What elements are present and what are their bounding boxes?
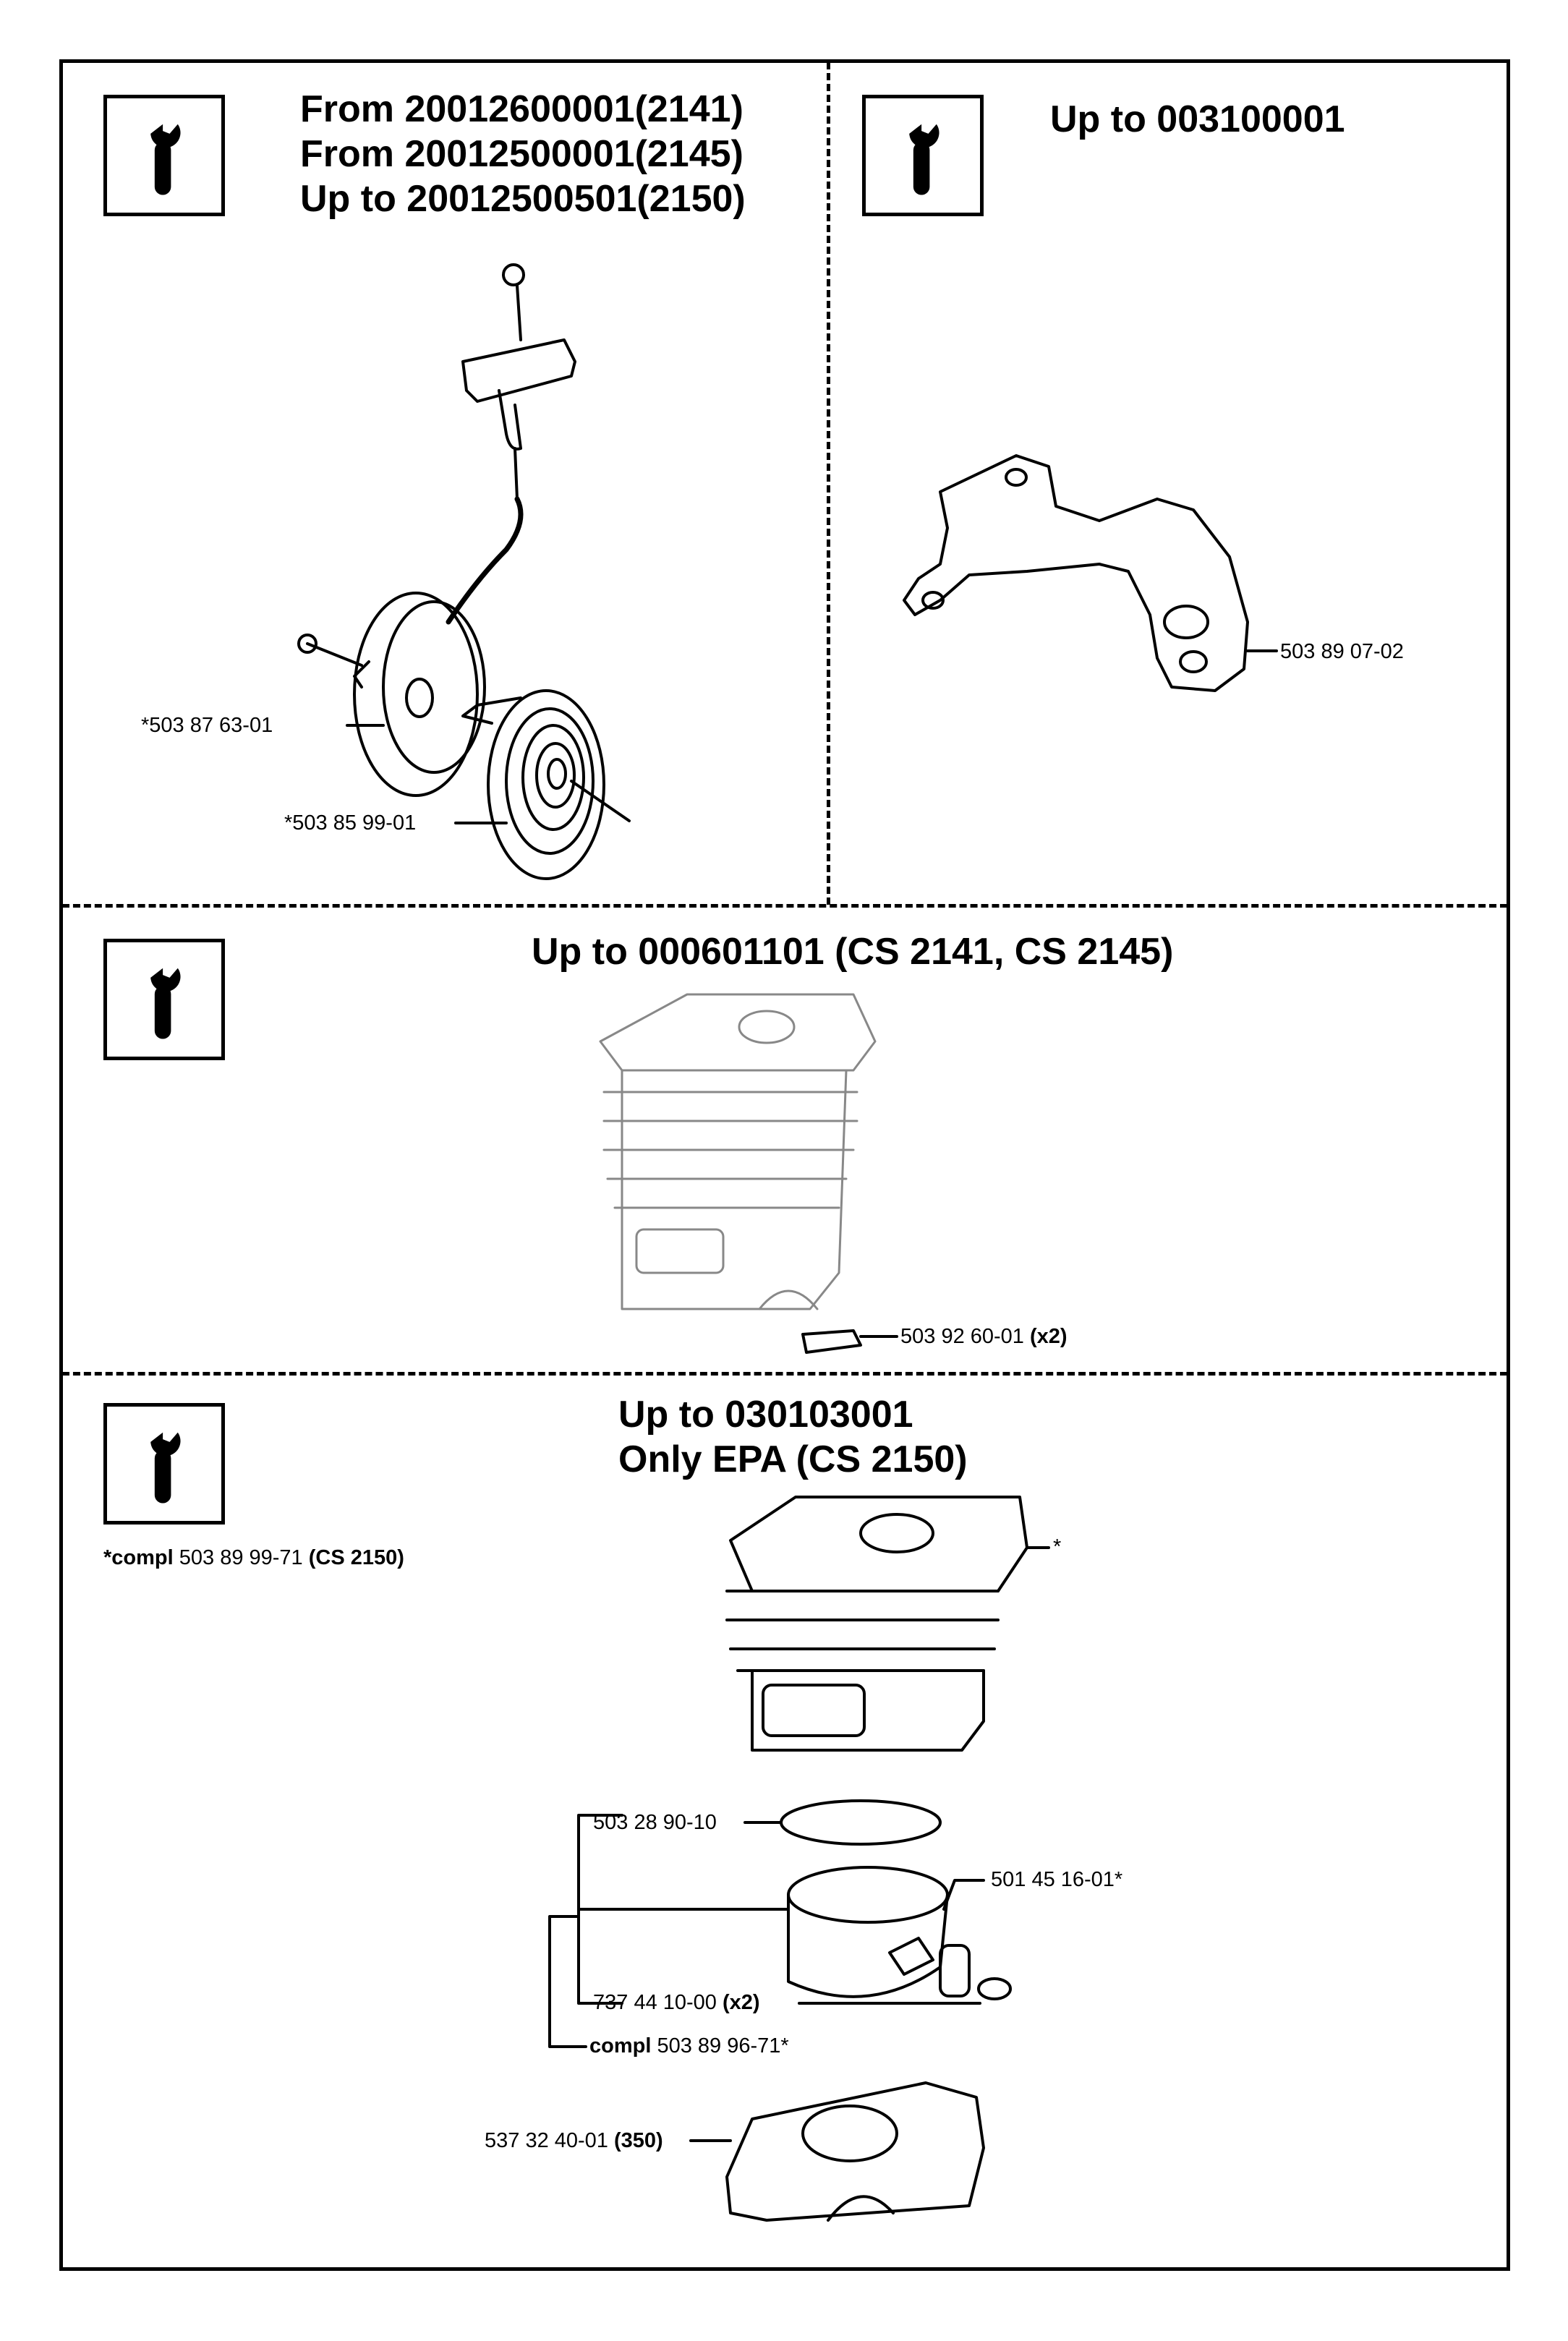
cylinder-outline-old xyxy=(600,994,875,1309)
piston-ring xyxy=(781,1801,940,1844)
part-number: 503 92 60-01 xyxy=(900,1325,1024,1348)
cylinder xyxy=(727,1497,1049,1750)
part-label: 503 89 07-02 xyxy=(1280,640,1404,663)
recoil-spring xyxy=(463,691,629,879)
heading-line: Up to 000601101 (CS 2141, CS 2145) xyxy=(532,931,1174,973)
heading-line: Up to 030103001 xyxy=(618,1394,913,1436)
part-qty: (350) xyxy=(614,2129,663,2152)
heading-line: From 20012500001(2145) xyxy=(300,133,743,175)
chain-brake-cover xyxy=(904,456,1277,691)
heading-line: Only EPA (CS 2150) xyxy=(618,1438,968,1480)
part-label: 501 45 16-01* xyxy=(991,1868,1123,1891)
part-qty: (x2) xyxy=(723,1991,760,2014)
part-label: * xyxy=(1053,1535,1062,1558)
part-number: 503 89 96-71* xyxy=(657,2034,789,2058)
part-label: *503 85 99-01 xyxy=(284,811,417,835)
gasket-icon xyxy=(803,1331,861,1352)
note-suffix: (CS 2150) xyxy=(308,1546,404,1569)
note-number: 503 89 99-71 xyxy=(179,1546,303,1569)
note-prefix: *compl xyxy=(103,1546,174,1569)
kit-note xyxy=(103,1545,404,1570)
heading-line: From 20012600001(2141) xyxy=(300,88,743,130)
starter-pulley xyxy=(299,593,485,796)
part-qty: (x2) xyxy=(1030,1325,1068,1348)
heading-line: Up to 003100001 xyxy=(1050,98,1345,140)
part-label xyxy=(593,1990,760,2015)
heading-line: Up to 20012500501(2150) xyxy=(300,178,746,220)
part-number: 737 44 10-00 xyxy=(593,1991,717,2014)
part-number: 537 32 40-01 xyxy=(485,2129,608,2152)
part-label xyxy=(589,2034,789,2058)
part-label xyxy=(485,2128,663,2153)
starter-handle xyxy=(448,265,575,622)
part-label: 503 28 90-10 xyxy=(593,1811,717,1834)
piston xyxy=(788,1867,1010,1999)
crankcase xyxy=(691,2083,984,2220)
part-label xyxy=(900,1324,1068,1349)
part-prefix: compl xyxy=(589,2034,652,2058)
bracket xyxy=(550,1916,586,2047)
part-label: *503 87 63-01 xyxy=(141,714,273,737)
